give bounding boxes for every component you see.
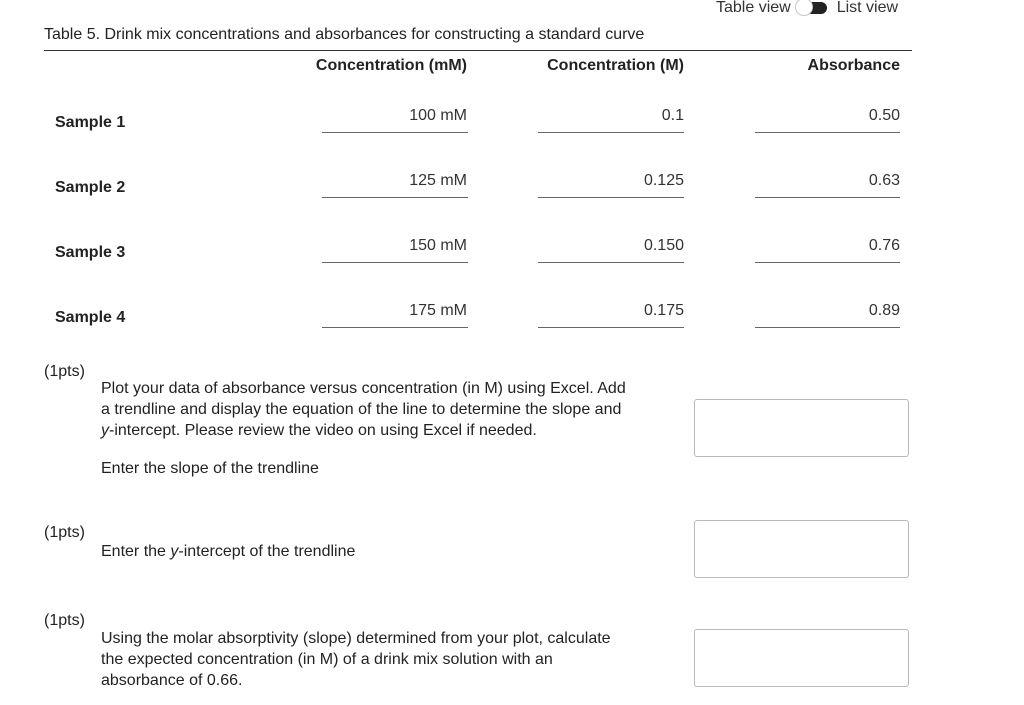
y-intercept-answer-input[interactable]: [694, 520, 909, 578]
concentration-answer-input[interactable]: [694, 629, 909, 687]
question-1-prompt: Enter the slope of the trendline: [101, 460, 319, 477]
view-toggle[interactable]: [716, 0, 898, 19]
question-3-text: [101, 628, 681, 691]
question-1-line: Plot your data of absorbance versus concentration (in M) using Excel. Add: [101, 380, 626, 397]
cell-underline: [322, 132, 468, 133]
cell-underline: [538, 262, 684, 263]
cell-conc-mm: 125 mM: [409, 172, 467, 189]
cell-underline: [322, 262, 468, 263]
row-label-sample-4: Sample 4: [55, 309, 126, 326]
row-label-sample-2: Sample 2: [55, 179, 126, 196]
cell-underline: [538, 132, 684, 133]
view-switch[interactable]: [797, 0, 831, 17]
switch-knob[interactable]: [795, 0, 813, 16]
question-3-line: the expected concentration (in M) of a drink mix solution with an: [101, 651, 553, 668]
row-label-sample-1: Sample 1: [55, 114, 126, 131]
italic-y: y: [170, 543, 179, 560]
italic-y: y: [101, 422, 109, 439]
question-2-prompt-end: -intercept of the trendline: [178, 543, 356, 560]
question-3-points: (1pts): [44, 612, 85, 629]
question-2-prompt-start: Enter the: [101, 543, 171, 560]
question-1-line: [101, 420, 681, 441]
cell-conc-mm: 100 mM: [409, 107, 467, 124]
cell-conc-mm: 175 mM: [409, 302, 467, 319]
cell-underline: [322, 197, 468, 198]
table-view-label[interactable]: Table view: [716, 0, 791, 16]
question-1-line: a trendline and display the equation of the line to determine the slope and: [101, 401, 622, 418]
question-1-line-rest: -intercept. Please review the video on using Excel if needed.: [109, 422, 537, 439]
header-absorbance: Absorbance: [807, 57, 900, 74]
question-2-prompt: [101, 541, 681, 562]
question-2-points: (1pts): [44, 524, 85, 541]
cell-conc-m: 0.1: [661, 107, 684, 124]
cell-absorbance: 0.76: [868, 237, 900, 254]
cell-underline: [755, 132, 900, 133]
cell-underline: [755, 327, 900, 328]
list-view-label[interactable]: List view: [836, 0, 899, 16]
cell-conc-m: 0.150: [643, 237, 684, 254]
cell-conc-mm: 150 mM: [409, 237, 467, 254]
table-top-rule: [44, 50, 912, 51]
question-3-line: absorbance of 0.66.: [101, 672, 243, 689]
cell-conc-m: 0.175: [643, 302, 684, 319]
cell-underline: [538, 197, 684, 198]
cell-underline: [755, 197, 900, 198]
cell-absorbance: 0.63: [868, 172, 900, 189]
row-label-sample-3: Sample 3: [55, 244, 126, 261]
question-1-points: (1pts): [44, 363, 85, 380]
cell-underline: [322, 327, 468, 328]
cell-underline: [538, 327, 684, 328]
header-concentration-m: Concentration (M): [547, 57, 684, 74]
slope-answer-input[interactable]: [694, 399, 909, 457]
cell-absorbance: 0.89: [868, 302, 900, 319]
cell-underline: [755, 262, 900, 263]
cell-conc-m: 0.125: [643, 172, 684, 189]
question-3-line: Using the molar absorptivity (slope) determined from your plot, calculate: [101, 630, 611, 647]
question-1-text: [101, 378, 681, 441]
table-caption: Table 5. Drink mix concentrations and absorbances for constructing a standard curve: [44, 26, 645, 43]
header-concentration-mm: Concentration (mM): [315, 57, 467, 74]
cell-absorbance: 0.50: [868, 107, 900, 124]
